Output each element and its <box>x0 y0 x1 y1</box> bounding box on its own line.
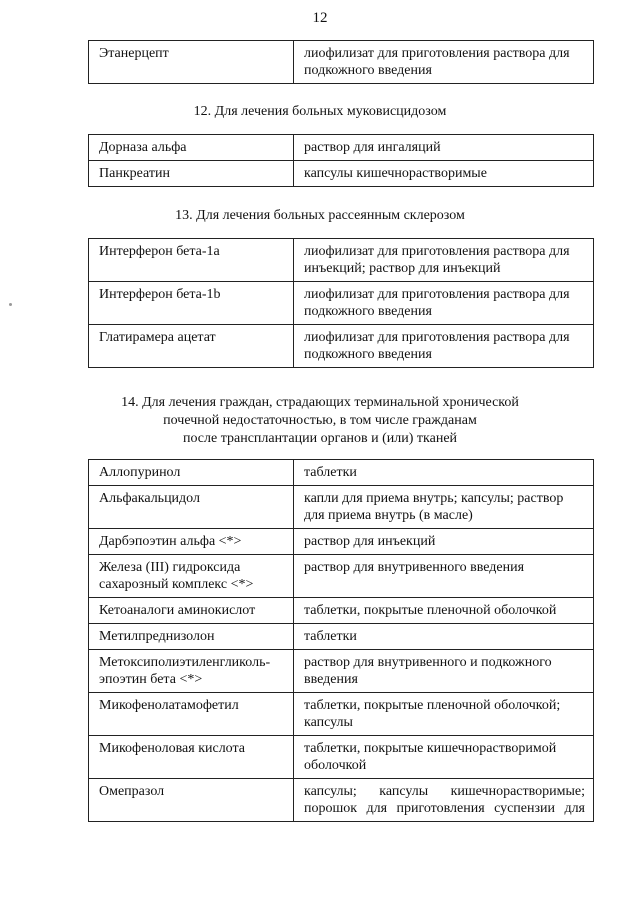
drug-form: раствор для ингаляций <box>294 135 594 161</box>
drug-name: Железа (III) гидроксида сахарозный комплекс <*> <box>89 555 294 598</box>
drug-form-line: порошок для приготовления суспензии для <box>304 801 585 816</box>
table-row <box>89 282 594 325</box>
drug-name: Метилпреднизолон <box>89 624 294 650</box>
drug-form: лиофилизат для приготовления раствора для инъекций; раствор для инъекций <box>294 239 594 282</box>
drug-name: Микофенолатамофетил <box>89 693 294 736</box>
drug-name: Панкреатин <box>89 161 294 187</box>
drug-name: Кетоаналоги аминокислот <box>89 598 294 624</box>
table-row <box>89 41 594 84</box>
table-row <box>89 239 594 282</box>
heading-line: после трансплантации органов и (или) тканей <box>182 431 458 446</box>
table-row <box>89 555 594 598</box>
section-heading-13: 13. Для лечения больных рассеянным склерозом <box>175 208 465 223</box>
drug-table-14 <box>88 459 594 822</box>
drug-name: Этанерцепт <box>89 41 294 84</box>
table-row <box>89 486 594 529</box>
table-row <box>89 736 594 779</box>
section-heading-14 <box>0 394 640 448</box>
drug-name: Метоксиполиэтиленгликоль-эпоэтин бета <*> <box>89 650 294 693</box>
drug-form: таблетки, покрытые пленочной оболочкой; капсулы <box>294 693 594 736</box>
drug-form: раствор для внутривенного введения <box>294 555 594 598</box>
drug-form: капсулы кишечнорастворимые <box>294 161 594 187</box>
drug-name: Дарбэпоэтин альфа <*> <box>89 529 294 555</box>
drug-form-line: капсулы; капсулы кишечнорастворимые; <box>304 784 585 799</box>
drug-form: таблетки <box>294 460 594 486</box>
scan-speck <box>9 303 12 306</box>
drug-form: лиофилизат для приготовления раствора для подкожного введения <box>294 41 594 84</box>
table-row <box>89 135 594 161</box>
drug-form: лиофилизат для приготовления раствора для подкожного введения <box>294 282 594 325</box>
page-number: 12 <box>312 10 328 26</box>
drug-name: Аллопуринол <box>89 460 294 486</box>
heading-line: почечной недостаточностью, в том числе гражданам <box>163 413 477 428</box>
drug-form: раствор для инъекций <box>294 529 594 555</box>
table-row <box>89 598 594 624</box>
drug-name: Микофеноловая кислота <box>89 736 294 779</box>
table-row <box>89 325 594 368</box>
drug-name: Интерферон бета-1b <box>89 282 294 325</box>
drug-name: Глатирамера ацетат <box>89 325 294 368</box>
drug-form <box>294 779 594 822</box>
drug-form: лиофилизат для приготовления раствора для подкожного введения <box>294 325 594 368</box>
table-row <box>89 460 594 486</box>
drug-name: Дорназа альфа <box>89 135 294 161</box>
drug-form: капли для приема внутрь; капсулы; раствор для приема внутрь (в масле) <box>294 486 594 529</box>
drug-form: раствор для внутривенного и подкожного введения <box>294 650 594 693</box>
drug-form: таблетки, покрытые кишечнорастворимой оболочкой <box>294 736 594 779</box>
drug-form: таблетки, покрытые пленочной оболочкой <box>294 598 594 624</box>
table-row <box>89 650 594 693</box>
table-row <box>89 693 594 736</box>
table-row <box>89 529 594 555</box>
heading-line: 14. Для лечения граждан, страдающих терминальной хронической <box>121 395 519 410</box>
section-heading-12: 12. Для лечения больных муковисцидозом <box>193 104 447 119</box>
drug-name: Интерферон бета-1a <box>89 239 294 282</box>
table-row <box>89 624 594 650</box>
drug-name: Омепразол <box>89 779 294 822</box>
drug-name: Альфакальцидол <box>89 486 294 529</box>
drug-table-12 <box>88 134 594 187</box>
table-row <box>89 779 594 822</box>
table-row <box>89 161 594 187</box>
drug-table-top <box>88 40 594 84</box>
drug-table-13 <box>88 238 594 368</box>
drug-form: таблетки <box>294 624 594 650</box>
